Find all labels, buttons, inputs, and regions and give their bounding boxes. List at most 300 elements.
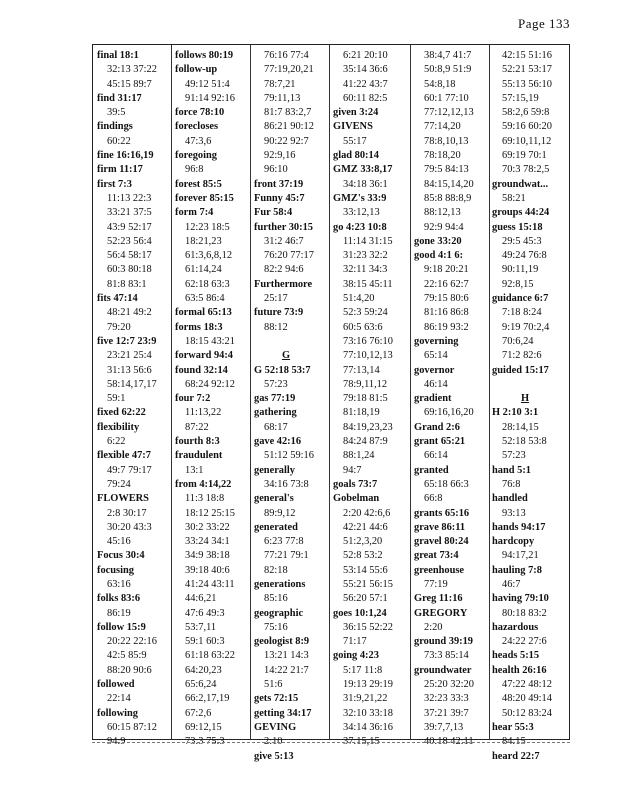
- index-term: gets 72:15: [254, 693, 299, 705]
- index-term: having 79:10: [492, 593, 549, 605]
- index-reference: 54:8,18: [424, 78, 456, 90]
- index-reference: 22:14: [107, 693, 131, 705]
- index-term: generally: [254, 464, 295, 476]
- index-reference: 38:4,7 41:7: [424, 50, 472, 61]
- index-term: go 4:23 10:8: [333, 221, 387, 233]
- index-term: four 7:2: [175, 393, 211, 405]
- index-term: forms 18:3: [175, 321, 223, 333]
- index-reference: 47:6 49:3: [185, 607, 225, 619]
- index-term: firm 11:17: [97, 164, 143, 176]
- index-reference: 41:24 43:11: [185, 578, 235, 590]
- index-reference: 42:5 85:9: [107, 650, 147, 662]
- index-reference: 58:14,17,17: [107, 378, 157, 390]
- index-reference: 34:16 73:8: [264, 478, 309, 490]
- index-reference: 69:16,16,20: [424, 407, 474, 419]
- index-reference: 84:24 87:9: [343, 436, 388, 448]
- index-reference: 91:14 92:16: [185, 92, 235, 104]
- index-reference: 79:11,13: [264, 92, 301, 104]
- index-term: fixed 62:22: [97, 407, 146, 419]
- column-divider: [171, 45, 172, 739]
- index-reference: 28:14,15: [502, 421, 539, 433]
- index-reference: 76:8: [502, 478, 521, 490]
- index-column-6: [492, 49, 568, 762]
- index-reference: 45:16: [107, 536, 131, 548]
- index-reference: 2:20 42:6,6: [343, 507, 391, 519]
- index-term: force 78:10: [175, 107, 225, 119]
- index-reference: 79:20: [107, 321, 131, 333]
- index-reference: 36:15 52:22: [343, 621, 393, 633]
- index-reference: 42:21 44:6: [343, 521, 388, 533]
- index-reference: 37:21 39:7: [424, 707, 469, 719]
- index-reference: 94:7: [343, 464, 362, 476]
- index-reference: 57:23: [502, 450, 526, 462]
- index-reference: 5:17 11:8: [343, 664, 383, 676]
- index-reference: 51:4,20: [343, 293, 375, 305]
- index-reference: 79:5 84:13: [424, 164, 469, 176]
- index-reference: 88:12,13: [424, 207, 461, 219]
- index-reference: 75:16: [264, 621, 288, 633]
- index-reference: 90:11,19: [502, 264, 539, 276]
- index-term: follows 80:19: [175, 50, 234, 61]
- index-reference: 69:19 70:1: [502, 150, 547, 162]
- index-reference: 18:21,23: [185, 235, 222, 247]
- index-reference: 31:23 32:2: [343, 250, 388, 262]
- index-reference: 53:14 55:6: [343, 564, 388, 576]
- index-reference: 68:17: [264, 421, 288, 433]
- index-reference: 13:21 14:3: [264, 650, 309, 662]
- index-reference: 40:18 42:11: [424, 736, 474, 748]
- index-term: grants 65:16: [414, 507, 470, 519]
- index-reference: 37:15,15: [343, 736, 380, 748]
- index-reference: 78:7,21: [264, 78, 296, 90]
- index-term: hauling 7:8: [492, 564, 542, 576]
- index-reference: 87:22: [185, 421, 209, 433]
- index-reference: 89:9,12: [264, 507, 296, 519]
- index-reference: 73:3 85:14: [424, 650, 469, 662]
- index-term: found 32:14: [175, 364, 228, 376]
- index-reference: 86:21 90:12: [264, 121, 314, 133]
- index-reference: 61:18 63:22: [185, 650, 235, 662]
- index-term: flexibility: [97, 421, 140, 433]
- index-term: granted: [414, 464, 449, 476]
- index-term: hear 55:3: [492, 721, 534, 733]
- index-term: first 7:3: [97, 178, 132, 190]
- index-reference: 88:1,24: [343, 450, 375, 462]
- index-reference: 77:14,20: [424, 121, 461, 133]
- index-reference: 79:24: [107, 478, 131, 490]
- index-reference: 77:19,20,21: [264, 64, 314, 76]
- index-reference: 11:13 22:3: [107, 192, 152, 204]
- index-reference: 79:18 81:5: [343, 393, 388, 405]
- index-reference: 59:1 60:3: [185, 636, 225, 648]
- index-reference: 85:8 88:8,9: [424, 192, 472, 204]
- index-reference: 73:16 76:10: [343, 335, 393, 347]
- index-term: folks 83:6: [97, 593, 141, 605]
- index-reference: 6:23 77:8: [264, 536, 304, 548]
- index-reference: 78:8,10,13: [424, 135, 469, 147]
- index-reference: 30:20 43:3: [107, 521, 152, 533]
- index-reference: 65:18 66:3: [424, 478, 469, 490]
- index-reference: 60:5 63:6: [343, 321, 383, 333]
- index-term: governor: [414, 364, 455, 376]
- index-term: glad 80:14: [333, 150, 379, 162]
- index-reference: 41:22 43:7: [343, 78, 388, 90]
- index-term: governing: [414, 335, 459, 347]
- index-reference: 38:15 45:11: [343, 278, 393, 290]
- index-reference: 82:18: [264, 564, 288, 576]
- index-term: guess 15:18: [492, 221, 543, 233]
- index-reference: 42:15 51:16: [502, 50, 552, 61]
- index-reference: 25:20 32:20: [424, 679, 474, 691]
- index-term: grave 86:11: [414, 521, 466, 533]
- index-reference: 52:21 53:17: [502, 64, 552, 76]
- index-reference: 14:22 21:7: [264, 664, 309, 676]
- index-term: Gobelman: [333, 493, 380, 505]
- index-term: final 18:1: [97, 50, 139, 61]
- index-table: [92, 44, 570, 762]
- index-term: goals 73:7: [333, 478, 378, 490]
- index-reference: 44:6,21: [185, 593, 217, 605]
- index-reference: 11:13,22: [185, 407, 222, 419]
- index-term: formal 65:13: [175, 307, 232, 319]
- index-term: going 4:23: [333, 650, 379, 662]
- index-reference: 81:7 83:2,7: [264, 107, 312, 119]
- index-reference: 33:12,13: [343, 207, 380, 219]
- index-reference: 71:17: [343, 636, 367, 648]
- index-reference: 55:17: [343, 135, 367, 147]
- index-reference: 34:9 38:18: [185, 550, 230, 562]
- index-term: foregoing: [175, 150, 217, 162]
- index-reference: 60:3 80:18: [107, 264, 152, 276]
- index-term: Greg 11:16: [414, 593, 463, 605]
- page-number: Page 133: [517, 16, 570, 31]
- index-reference: 23:21 25:4: [107, 350, 152, 362]
- index-reference: 58:21: [502, 192, 526, 204]
- index-term: follow-up: [175, 64, 218, 76]
- index-term: gradient: [414, 393, 452, 405]
- index-column-3: [254, 49, 328, 762]
- index-reference: 69:10,11,12: [502, 135, 552, 147]
- index-reference: 32:23 33:3: [424, 693, 469, 705]
- index-reference: 56:4 58:17: [107, 250, 152, 262]
- index-column-4: [333, 49, 409, 748]
- index-reference: 24:22 27:6: [502, 636, 547, 648]
- index-reference: 78:9,11,12: [343, 378, 388, 390]
- index-term: Funny 45:7: [254, 192, 305, 204]
- index-reference: 49:12 51:4: [185, 78, 230, 90]
- index-reference: 2:10: [264, 736, 283, 748]
- index-term: gathering: [254, 407, 297, 419]
- index-term: gas 77:19: [254, 393, 296, 405]
- index-reference: 20:22 22:16: [107, 636, 157, 648]
- index-reference: 81:16 86:8: [424, 307, 469, 319]
- index-term: groups 44:24: [492, 207, 550, 219]
- index-term: flexible 47:7: [97, 450, 151, 462]
- index-term: fine 16:16,19: [97, 150, 154, 162]
- index-reference: 57:15,19: [502, 92, 539, 104]
- index-column-1: [97, 49, 167, 748]
- column-divider: [489, 45, 490, 739]
- index-reference: 6:22: [107, 436, 126, 448]
- index-reference: 58:2,6 59:8: [502, 107, 550, 119]
- index-term: guided 15:17: [492, 364, 549, 376]
- index-reference: 52:8 53:2: [343, 550, 383, 562]
- index-reference: 64:20,23: [185, 664, 222, 676]
- index-term: great 73:4: [414, 550, 459, 562]
- index-reference: 49:24 76:8: [502, 250, 547, 262]
- index-term: fraudulent: [175, 450, 223, 462]
- index-term: front 37:19: [254, 178, 304, 190]
- index-reference: 48:20 49:14: [502, 693, 552, 705]
- index-term: GMZ 33:8,17: [333, 164, 393, 176]
- index-reference: 92:9,16: [264, 150, 296, 162]
- index-reference: 63:5 86:4: [185, 293, 225, 305]
- index-term: form 7:4: [175, 207, 214, 219]
- index-reference: 11:3 18:8: [185, 493, 225, 505]
- index-reference: 60:11 82:5: [343, 92, 388, 104]
- index-term: groundwater: [414, 664, 472, 676]
- column-divider: [250, 45, 251, 739]
- index-term: forward 94:4: [175, 350, 234, 362]
- index-term: groundwat...: [492, 178, 549, 190]
- index-term: Grand 2:6: [414, 421, 460, 433]
- index-reference: 61:3,6,8,12: [185, 250, 233, 262]
- index-reference: 80:18 83:2: [502, 607, 547, 619]
- index-reference: 29:5 45:3: [502, 235, 542, 247]
- index-reference: 66:8: [424, 493, 443, 505]
- index-reference: 60:22: [107, 135, 131, 147]
- index-term: hand 5:1: [492, 464, 531, 476]
- index-term: greenhouse: [414, 564, 465, 576]
- index-reference: 31:13 56:6: [107, 364, 152, 376]
- index-reference: 92:9 94:4: [424, 221, 464, 233]
- index-reference: 43:9 52:17: [107, 221, 152, 233]
- index-reference: 7:18 8:24: [502, 307, 542, 319]
- index-term: good 4:1 6:: [414, 250, 464, 262]
- index-reference: 88:12: [264, 321, 288, 333]
- blank-line: [492, 378, 568, 392]
- index-reference: 52:18 53:8: [502, 436, 547, 448]
- index-reference: 32:13 37:22: [107, 64, 157, 76]
- index-reference: 18:12 25:15: [185, 507, 235, 519]
- index-reference: 52:3 59:24: [343, 307, 388, 319]
- index-reference: 88:20 90:6: [107, 664, 152, 676]
- index-reference: 6:21 20:10: [343, 50, 388, 61]
- index-reference: 57:23: [264, 378, 288, 390]
- index-term: give 5:13: [254, 750, 294, 762]
- index-term: grant 65:21: [414, 436, 466, 448]
- index-term: given 3:24: [333, 107, 379, 119]
- column-divider: [410, 45, 411, 739]
- index-term: ground 39:19: [414, 636, 473, 648]
- index-term: handled: [492, 493, 528, 505]
- index-reference: 2:20: [424, 621, 443, 633]
- index-reference: 35:14 36:6: [343, 64, 388, 76]
- index-term: general's: [254, 493, 294, 505]
- index-reference: 60:15 87:12: [107, 721, 157, 733]
- index-reference: 12:23 18:5: [185, 221, 230, 233]
- index-reference: 77:13,14: [343, 364, 380, 376]
- index-reference: 32:10 33:18: [343, 707, 393, 719]
- index-term: gravel 80:24: [414, 536, 469, 548]
- index-reference: 55:13 56:10: [502, 78, 552, 90]
- index-reference: 31:2 46:7: [264, 235, 304, 247]
- index-reference: 77:12,12,13: [424, 107, 474, 119]
- index-reference: 61:14,24: [185, 264, 222, 276]
- index-reference: 94:17,21: [502, 550, 539, 562]
- index-reference: 59:16 60:20: [502, 121, 552, 133]
- index-term: follow 15:9: [97, 621, 146, 633]
- index-reference: 59:1: [107, 393, 126, 405]
- index-term: Furthermore: [254, 278, 313, 290]
- index-reference: 50:12 83:24: [502, 707, 552, 719]
- index-term: hazardous: [492, 621, 539, 633]
- index-reference: 47:3,6: [185, 135, 212, 147]
- index-reference: 81:8 83:1: [107, 278, 147, 290]
- index-term: G 52:18 53:7: [254, 364, 311, 376]
- index-term: gone 33:20: [414, 235, 462, 247]
- index-reference: 73:3 75:3: [185, 736, 225, 748]
- index-reference: 48:21 49:2: [107, 307, 152, 319]
- column-divider: [329, 45, 330, 739]
- index-reference: 70:3 78:2,5: [502, 164, 550, 176]
- index-reference: 79:15 80:6: [424, 293, 469, 305]
- index-reference: 19:13 29:19: [343, 679, 393, 691]
- index-reference: 25:17: [264, 293, 288, 305]
- index-reference: 76:16 77:4: [264, 50, 309, 61]
- index-term: GEVING: [254, 721, 297, 733]
- index-term: forest 85:5: [175, 178, 222, 190]
- index-reference: 47:22 48:12: [502, 679, 552, 691]
- index-reference: 84:15,14,20: [424, 178, 474, 190]
- index-term: heads 5:15: [492, 650, 540, 662]
- index-reference: 90:22 92:7: [264, 135, 309, 147]
- index-term: generations: [254, 578, 306, 590]
- index-term: Fur 58:4: [254, 207, 293, 219]
- index-column-5: [414, 49, 488, 748]
- index-reference: 51:2,3,20: [343, 536, 383, 548]
- index-reference: 96:10: [264, 164, 288, 176]
- index-term: fourth 8:3: [175, 436, 220, 448]
- index-reference: 85:16: [264, 593, 288, 605]
- index-term: five 12:7 23:9: [97, 335, 157, 347]
- index-term: GMZ's 33:9: [333, 192, 387, 204]
- index-reference: 56:20 57:1: [343, 593, 388, 605]
- index-reference: 67:2,6: [185, 707, 212, 719]
- index-column-2: [175, 49, 249, 748]
- index-reference: 51:12 59:16: [264, 450, 314, 462]
- index-reference: 84:19,23,23: [343, 421, 393, 433]
- index-reference: 49:7 79:17: [107, 464, 152, 476]
- index-reference: 86:19: [107, 607, 131, 619]
- index-term: followed: [97, 679, 135, 691]
- index-term: geographic: [254, 607, 304, 619]
- index-reference: 77:21 79:1: [264, 550, 309, 562]
- index-reference: 45:15 89:7: [107, 78, 152, 90]
- index-reference: 33:21 37:5: [107, 207, 152, 219]
- index-term: goes 10:1,24: [333, 607, 387, 619]
- index-reference: 39:7,7,13: [424, 721, 464, 733]
- index-term: further 30:15: [254, 221, 313, 233]
- index-reference: 94:9: [107, 736, 126, 748]
- index-reference: 86:19 93:2: [424, 321, 469, 333]
- index-reference: 77:19: [424, 578, 448, 590]
- index-reference: 93:13: [502, 507, 526, 519]
- index-term: findings: [97, 121, 133, 133]
- index-term: generated: [254, 521, 298, 533]
- index-reference: 84:15: [502, 736, 526, 748]
- index-term: forecloses: [175, 121, 219, 133]
- index-reference: 62:18 63:3: [185, 278, 230, 290]
- index-reference: 69:12,15: [185, 721, 222, 733]
- index-term: guidance 6:7: [492, 293, 549, 305]
- index-reference: 39:18 40:6: [185, 564, 230, 576]
- index-term: hardcopy: [492, 536, 535, 548]
- index-reference: 18:15 43:21: [185, 335, 235, 347]
- index-reference: 81:18,19: [343, 407, 380, 419]
- index-term: forever 85:15: [175, 192, 234, 204]
- index-reference: 9:18 20:21: [424, 264, 469, 276]
- index-term: health 26:16: [492, 664, 547, 676]
- index-term: future 73:9: [254, 307, 304, 319]
- index-reference: 55:21 56:15: [343, 578, 393, 590]
- index-reference: 46:14: [424, 378, 448, 390]
- index-reference: 33:24 34:1: [185, 536, 230, 548]
- index-reference: 60:1 77:10: [424, 92, 469, 104]
- index-reference: 31:9,21,22: [343, 693, 388, 705]
- index-reference: 9:19 70:2,4: [502, 321, 550, 333]
- index-term: from 4:14,22: [175, 478, 232, 490]
- index-reference: 39:5: [107, 107, 126, 119]
- index-reference: 50:8,9 51:9: [424, 64, 472, 76]
- index-reference: 34:18 36:1: [343, 178, 388, 190]
- index-reference: 66:2,17,19: [185, 693, 230, 705]
- index-reference: 51:6: [264, 679, 283, 691]
- section-letter: G: [281, 350, 291, 362]
- index-reference: 13:1: [185, 464, 204, 476]
- index-reference: 68:24 92:12: [185, 378, 235, 390]
- index-term: fits 47:14: [97, 293, 138, 305]
- index-term: geologist 8:9: [254, 636, 310, 648]
- index-reference: 96:8: [185, 164, 204, 176]
- index-reference: 76:20 77:17: [264, 250, 314, 262]
- blank-line: [254, 335, 328, 349]
- footer-rule: [92, 742, 570, 743]
- index-reference: 71:2 82:6: [502, 350, 542, 362]
- index-reference: 34:14 36:16: [343, 721, 393, 733]
- index-term: focusing: [97, 564, 134, 576]
- index-term: following: [97, 707, 138, 719]
- index-reference: 78:18,20: [424, 150, 461, 162]
- index-term: getting 34:17: [254, 707, 312, 719]
- index-reference: 82:2 94:6: [264, 264, 304, 276]
- index-term: heard 22:7: [492, 750, 540, 762]
- index-reference: 70:6,24: [502, 335, 534, 347]
- index-reference: 52:23 56:4: [107, 235, 152, 247]
- index-reference: 92:8,15: [502, 278, 534, 290]
- index-term: FLOWERS: [97, 493, 149, 505]
- index-reference: 66:14: [424, 450, 448, 462]
- index-reference: 63:16: [107, 578, 131, 590]
- index-reference: 22:16 62:7: [424, 278, 469, 290]
- index-reference: 65:6,24: [185, 679, 217, 691]
- index-reference: 77:10,12,13: [343, 350, 393, 362]
- index-term: Focus 30:4: [97, 550, 145, 562]
- index-reference: 2:8 30:17: [107, 507, 147, 519]
- index-term: hands 94:17: [492, 521, 546, 533]
- index-reference: 53:7,11: [185, 621, 217, 633]
- index-reference: 11:14 31:15: [343, 235, 393, 247]
